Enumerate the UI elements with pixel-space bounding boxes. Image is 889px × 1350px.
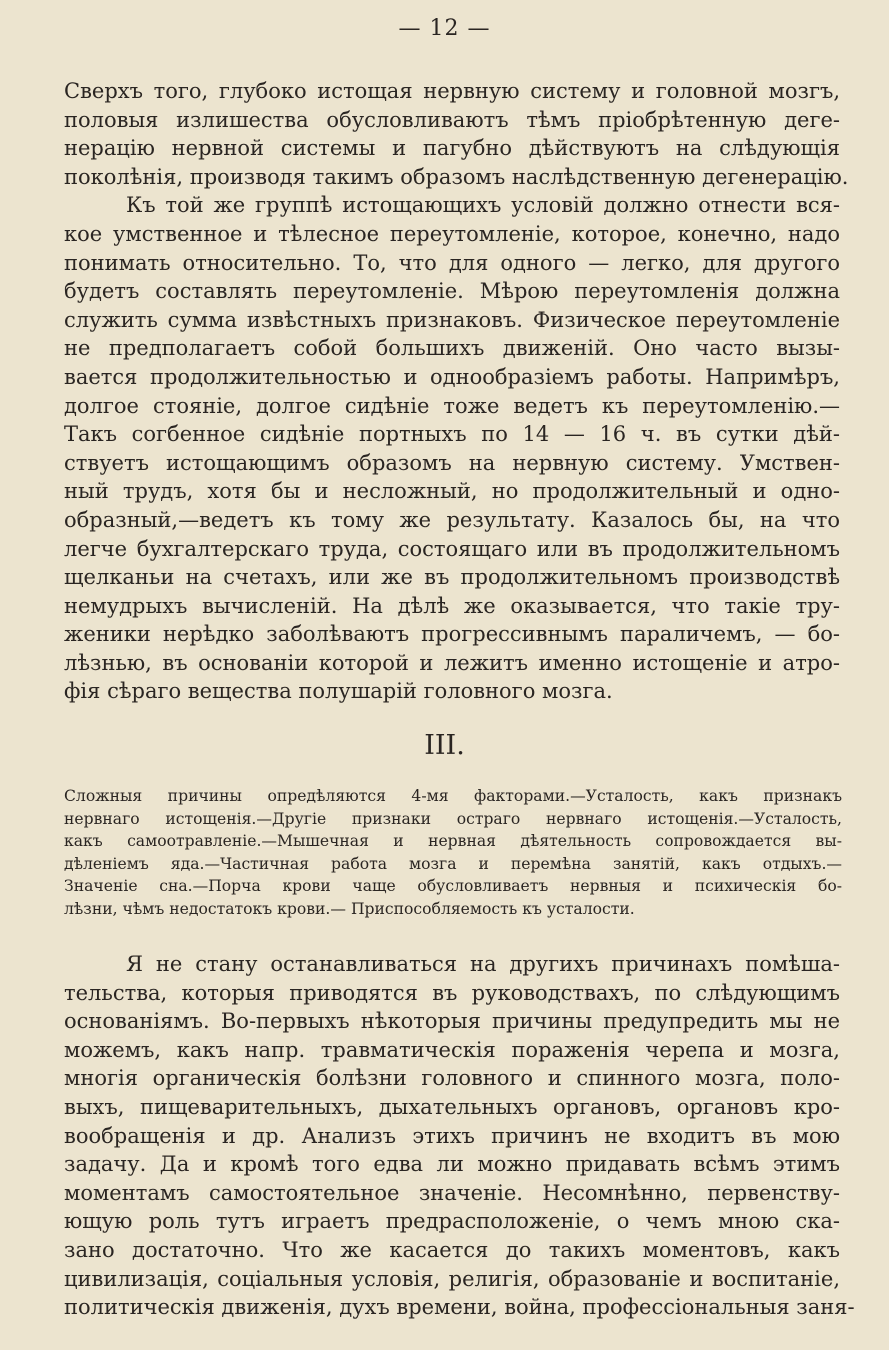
text-line: выхъ, пищеварительныхъ, дыхательныхъ органовъ, органовъ кро- xyxy=(64,1094,840,1119)
text-line: ющую роль тутъ играетъ предрасположеніе, о чемъ мною ска- xyxy=(64,1209,840,1234)
text-line: Я не стану останавливаться на другихъ причинахъ помѣша- xyxy=(126,952,840,976)
text-line: фія сѣраго вещества полушарій головного мозга. xyxy=(64,679,613,704)
text-line: задачу. Да и кромѣ того едва ли можно придавать всѣмъ этимъ xyxy=(64,1152,840,1177)
text-line: Къ той же группѣ истощающихъ условій должно отнести вся- xyxy=(126,193,840,218)
text-line: какъ самоотравленіе.—Мышечная и нервная дѣятельность сопровождается вы- xyxy=(64,832,842,851)
text-line: нерацію нервной системы и пагубно дѣйствуютъ на слѣдующія xyxy=(64,136,840,161)
text-line: немудрыхъ вычисленій. На дѣлѣ же оказывается, что такіе тру- xyxy=(64,593,840,618)
text-line: женики нерѣдко заболѣваютъ прогрессивнымъ параличемъ, — бо- xyxy=(64,622,840,647)
paragraph-bottom xyxy=(64,950,855,1322)
page-number: — 12 — xyxy=(398,16,491,41)
text-line: понимать относительно. То, что для одного — легко, для другого xyxy=(64,250,840,275)
paragraph-top xyxy=(64,77,849,706)
text-line: политическія движенія, духъ времени, война, профессіональныя заня- xyxy=(64,1295,855,1320)
text-line: вообращенія и др. Анализъ этихъ причинъ не входитъ въ мою xyxy=(64,1123,840,1148)
text-line: не предполагаетъ собой большихъ движеній. Оно часто вызы- xyxy=(64,336,840,361)
text-line: моментамъ самостоятельное значеніе. Несомнѣнно, первенству- xyxy=(64,1180,840,1205)
text-line: можемъ, какъ напр. травматическія пораженія черепа и мозга, xyxy=(64,1037,840,1062)
text-line: лѣзнью, въ основаніи которой и лежитъ именно истощеніе и атро- xyxy=(64,650,840,675)
text-line: образный,—ведетъ къ тому же результату. Казалось бы, на что xyxy=(64,507,840,532)
chapter-summary xyxy=(64,785,842,921)
text-line: нервнаго истощенія.—Другіе признаки остраго нервнаго истощенія.—Усталость, xyxy=(64,809,842,828)
text-line: служить сумма извѣстныхъ признаковъ. Физическое переутомленіе xyxy=(64,307,840,332)
text-line: основаніямъ. Во-первыхъ нѣкоторыя причины предупредить мы не xyxy=(64,1009,840,1034)
text-line: Значеніе сна.—Порча крови чаще обусловливаетъ нервныя и психическія бо- xyxy=(64,877,842,896)
text-line: ствуетъ истощающимъ образомъ на нервную систему. Умствен- xyxy=(64,450,840,475)
text-line: долгое стояніе, долгое сидѣніе тоже ведетъ къ переутомленію.— xyxy=(64,393,840,418)
text-line: поколѣнія, производя такимъ образомъ наслѣдственную дегенерацію. xyxy=(64,164,849,189)
text-line: зано достаточно. Что же касается до такихъ моментовъ, какъ xyxy=(64,1237,840,1262)
text-line: кое умственное и тѣлесное переутомленіе, которое, конечно, надо xyxy=(64,221,840,246)
text-line: щелканьи на счетахъ, или же въ продолжительномъ производствѣ xyxy=(64,565,840,590)
text-line: легче бухгалтерскаго труда, состоящаго или въ продолжительномъ xyxy=(64,536,840,561)
text-line: Сверхъ того, глубоко истощая нервную систему и головной мозгъ, xyxy=(64,79,840,103)
text-line: будетъ составлять переутомленіе. Мѣрою переутомленія должна xyxy=(64,279,840,304)
text-line: вается продолжительностью и однообразіемъ работы. Напримѣръ, xyxy=(64,364,840,389)
section-heading: III. xyxy=(424,730,465,761)
text-line: лѣзни, чѣмъ недостатокъ крови.— Приспособляемость къ усталости. xyxy=(64,899,635,918)
text-line: половыя излишества обусловливаютъ тѣмъ пріобрѣтенную деге- xyxy=(64,107,840,132)
text-line: ный трудъ, хотя бы и несложный, но продолжительный и одно- xyxy=(64,479,840,504)
text-line: дѣленіемъ яда.—Частичная работа мозга и перемѣна занятій, какъ отдыхъ.— xyxy=(64,854,842,873)
text-line: многія органическія болѣзни головного и спинного мозга, поло- xyxy=(64,1066,840,1091)
text-line: цивилизація, соціальныя условія, религія, образованіе и воспитаніе, xyxy=(64,1266,840,1291)
text-line: тельства, которыя приводятся въ руководствахъ, по слѣдующимъ xyxy=(64,980,840,1005)
text-line: Такъ согбенное сидѣніе портныхъ по 14 — 16 ч. въ сутки дѣй- xyxy=(64,422,840,447)
text-line: Сложныя причины опредѣляются 4-мя факторами.—Усталость, какъ признакъ xyxy=(64,787,842,805)
